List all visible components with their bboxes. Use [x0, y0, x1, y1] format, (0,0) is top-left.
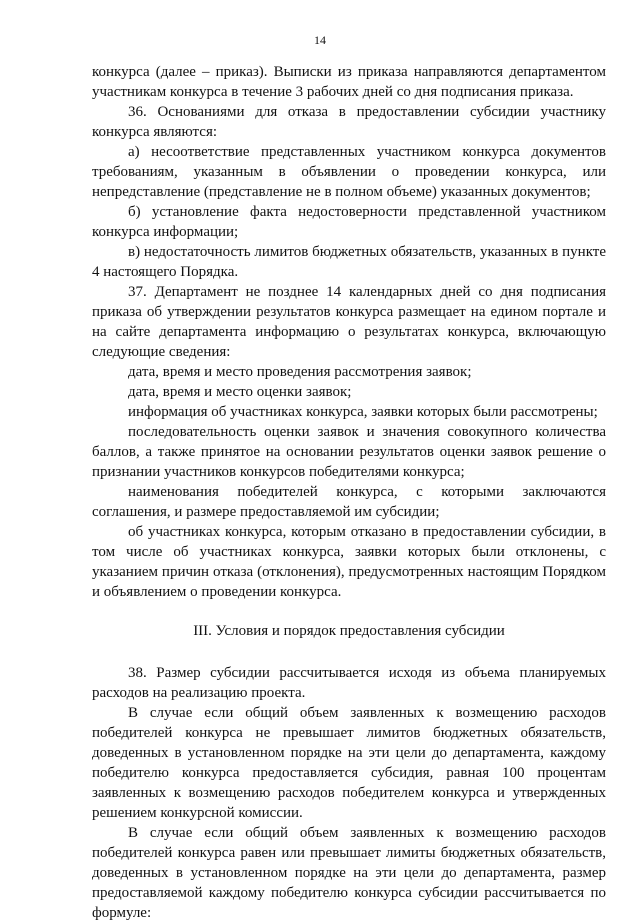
document-body [92, 62, 606, 923]
paragraph-37-item-3: информация об участниках конкурса, заявки которых были рассмотрены; [128, 404, 598, 420]
paragraph-36-item-a: а) несоответствие представленных участником конкурса документов требованиям, указанным в объявлении о проведении конкурса, или непредставление (представление не в полном объеме) указанных документов; [92, 144, 606, 200]
paragraph-37-item-5: наименования победителей конкурса, с которыми заключаются соглашения, и размере предоставляемой им субсидии; [92, 484, 606, 520]
section-heading: III. Условия и порядок предоставления субсидии [193, 623, 505, 639]
paragraph-continuation: конкурса (далее – приказ). Выписки из приказа направляются департаментом участникам конкурса в течение 3 рабочих дней со дня подписания приказа. [92, 64, 606, 100]
paragraph-36-item-c: в) недостаточность лимитов бюджетных обязательств, указанных в пункте 4 настоящего Порядка. [92, 244, 606, 280]
paragraph-37-item-6: об участниках конкурса, которым отказано в предоставлении субсидии, в том числе об участниках конкурса, заявки которых были отклонены, с указанием причин отказа (отклонения), предусмотренных настоящим Порядком и объявлением о проведении конкурса. [92, 524, 606, 600]
paragraph-37-item-2: дата, время и место оценки заявок; [128, 384, 352, 400]
page-number: 14 [314, 33, 326, 47]
paragraph-38-case-1: В случае если общий объем заявленных к возмещению расходов победителей конкурса не превышает лимитов бюджетных обязательств, доведенных в установленном порядке на эти цели до департамента, каждому победителю конкурса предоставляется субсидия, равная 100 процентам заявленных к возмещению расходов победителем конкурса и утвержденных решением конкурсной комиссии. [92, 705, 606, 821]
paragraph-37: 37. Департамент не позднее 14 календарных дней со дня подписания приказа об утверждении результатов конкурса размещает на едином портале и на сайте департамента информацию о результатах конкурса, включающую следующие сведения: [92, 284, 606, 360]
paragraph-37-item-1: дата, время и место проведения рассмотрения заявок; [128, 364, 472, 380]
paragraph-36: 36. Основаниями для отказа в предоставлении субсидии участнику конкурса являются: [92, 104, 606, 140]
paragraph-37-item-4: последовательность оценки заявок и значения совокупного количества баллов, а также принятое на основании результатов оценки заявок решение о признании участников конкурсов победителями конкурса; [92, 424, 606, 480]
paragraph-36-item-b: б) установление факта недостоверности представленной участником конкурса информации; [92, 204, 606, 240]
paragraph-38: 38. Размер субсидии рассчитывается исходя из объема планируемых расходов на реализацию проекта. [92, 665, 606, 701]
paragraph-38-case-2: В случае если общий объем заявленных к возмещению расходов победителей конкурса равен или превышает лимиты бюджетных обязательств, доведенных в установленном порядке на эти цели до департамента, размер предоставляемой каждому победителю конкурса субсидии рассчитывается по формуле: [92, 825, 606, 921]
